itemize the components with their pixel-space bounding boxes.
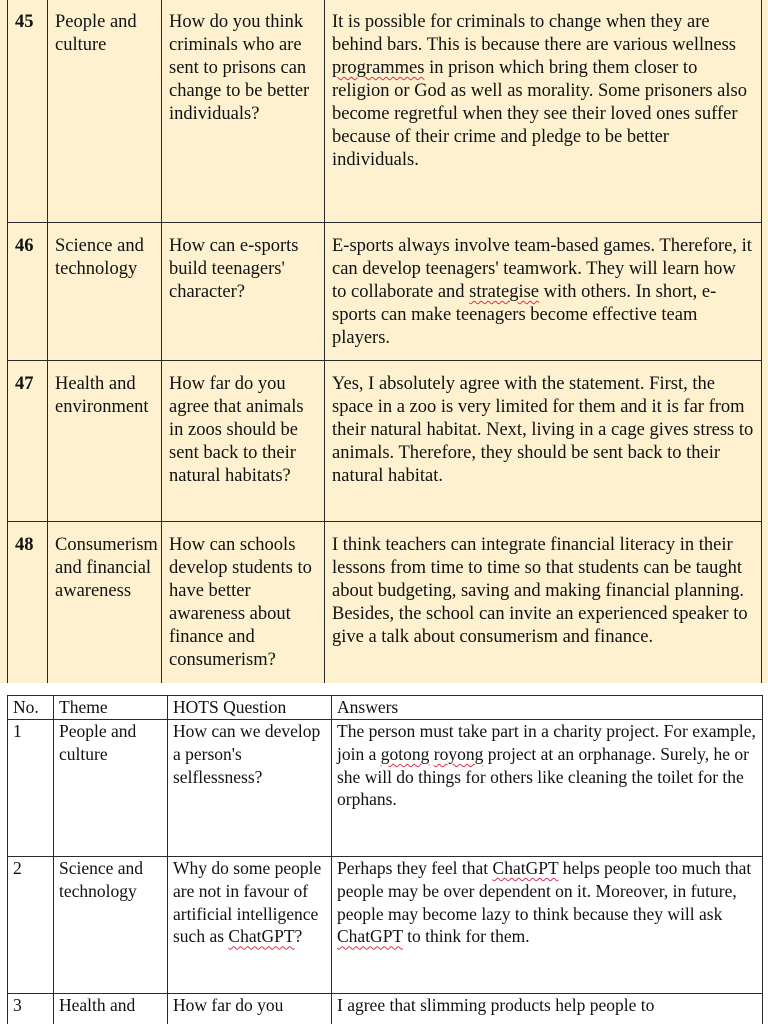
- table-row: [8, 720, 763, 857]
- header-no: No.: [8, 696, 54, 720]
- row-theme: Health and environment: [48, 361, 162, 522]
- row-number: 3: [8, 994, 54, 1024]
- table-row: [8, 522, 762, 684]
- answer-text: project at an orphanage. Surely, he or she will do things for others like cleaning the toilet for the orphans.: [337, 743, 749, 810]
- row-question: How can schools develop students to have better awareness about finance and consumerism?: [162, 522, 325, 684]
- answer-text: helps people too much that people may be over dependent on it. Moreover, in future, people may become lazy to think because they will ask: [337, 858, 752, 924]
- row-answer: Yes, I absolutely agree with the statement. First, the space in a zoo is very limited for them and it is far from their natural habitat. Next, living in a cage gives stress to animals. Therefore, they should be sent back to their natural habitat.: [325, 361, 762, 522]
- answer-text: E-sports always involve team-based games. Therefore, it can develop teenagers' teamwork. They will learn how to collaborate and: [332, 236, 752, 302]
- row-number: 48: [8, 522, 48, 684]
- table-row: [8, 994, 763, 1024]
- spellcheck-word: ChatGPT: [337, 926, 403, 947]
- answer-text: to think for them.: [402, 926, 530, 947]
- header-theme: Theme: [54, 696, 168, 720]
- answer-text: in prison which bring them closer to religion or God as well as morality. Some prisoners also become regretful when they see their loved ones suffer because of their crime and pledge to be better individuals.: [332, 58, 747, 170]
- answer-text: The person must take part in a charity project. For example, join a: [337, 721, 756, 764]
- row-theme: Consumerism and financial awareness: [48, 522, 162, 684]
- spellcheck-word: ChatGPT: [228, 926, 295, 947]
- hots-table: [7, 695, 763, 1024]
- answer-text: It is possible for criminals to change when they are behind bars. This is because there are various wellness: [332, 12, 736, 55]
- spellcheck-word: programmes: [332, 58, 425, 78]
- spellcheck-word: royong: [433, 743, 484, 764]
- spellcheck-word: gotong: [380, 743, 430, 764]
- question-text: ?: [294, 926, 303, 947]
- row-answer: [325, 0, 762, 223]
- row-question: [168, 857, 332, 994]
- hots-table-continued: [7, 0, 762, 683]
- header-answers: Answers: [332, 696, 763, 720]
- row-question: How far do you agree that animals in zoos should be sent back to their natural habitats?: [162, 361, 325, 522]
- answer-text: with others. In short, e-sports can make teenagers become effective team players.: [332, 282, 717, 348]
- row-theme: Science and technology: [54, 857, 168, 994]
- row-question: How can we develop a person's selflessness?: [168, 720, 332, 857]
- row-question: How can e-sports build teenagers' character?: [162, 223, 325, 361]
- row-number: 45: [8, 0, 48, 223]
- row-question: How do you think criminals who are sent to prisons can change to be better individuals?: [162, 0, 325, 223]
- row-question: How far do you: [168, 994, 332, 1024]
- row-theme: Health and: [54, 994, 168, 1024]
- spellcheck-word: strategise: [469, 282, 540, 302]
- table-row: [8, 361, 762, 522]
- row-number: 47: [8, 361, 48, 522]
- table-row: [8, 0, 762, 223]
- row-number: 46: [8, 223, 48, 361]
- row-answer: I think teachers can integrate financial literacy in their lessons from time to time so that students can be taught about budgeting, saving and making financial planning. Besides, the school can invite an experienced speaker to give a talk about consumerism and finance.: [325, 522, 762, 684]
- row-theme: People and culture: [48, 0, 162, 223]
- bottom-page-crop: [0, 690, 768, 1024]
- row-answer: [325, 223, 762, 361]
- row-number: 2: [8, 857, 54, 994]
- question-text: Why do some people are not in favour of artificial intelligence such as: [173, 858, 322, 947]
- row-answer: [332, 720, 763, 857]
- row-answer: [332, 857, 763, 994]
- row-number: 1: [8, 720, 54, 857]
- table-row: [8, 223, 762, 361]
- table-header-row: [8, 696, 763, 720]
- page-separator: [0, 683, 768, 690]
- table-row: [8, 857, 763, 994]
- header-question: HOTS Question: [168, 696, 332, 720]
- answer-text: Perhaps they feel that: [337, 858, 493, 878]
- row-theme: Science and technology: [48, 223, 162, 361]
- spellcheck-word: ChatGPT: [492, 858, 559, 878]
- row-theme: People and culture: [54, 720, 168, 857]
- row-answer: I agree that slimming products help people to: [332, 994, 763, 1024]
